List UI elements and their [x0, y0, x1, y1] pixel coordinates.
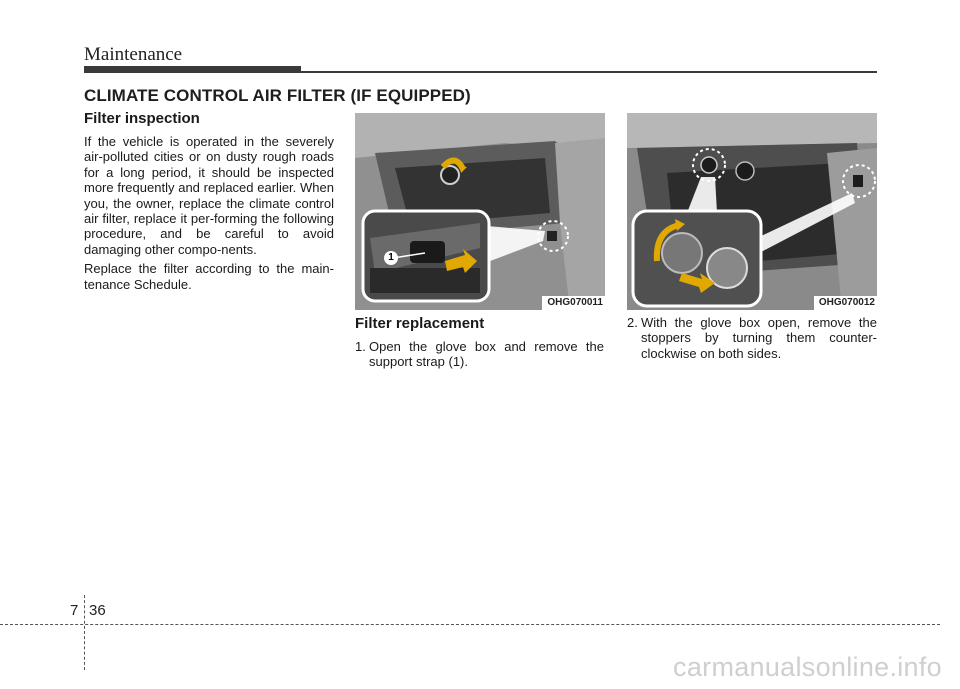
figure-stoppers-illustration [627, 113, 877, 310]
figure-support-strap [355, 113, 605, 310]
chapter-number: 7 [70, 602, 79, 619]
figure-code: OHG070011 [542, 296, 605, 310]
page-number: 36 [89, 602, 106, 619]
footer-divider [84, 595, 85, 670]
callout-marker: 1 [384, 251, 398, 265]
filter-inspection-column [84, 110, 334, 296]
watermark: carmanualsonline.info [673, 652, 942, 682]
inspection-paragraph: If the vehicle is operated in the severely air-polluted cities or on dusty rough roads for a long period, it should be inspected more frequently and replaced earlier. When you, the owner, replace the climate control air filter, replace it per-forming the following procedure, and be careful to avoid damaging other compo-nents. [84, 134, 334, 257]
step-text: Open the glove box and remove the support strap (1). [369, 339, 604, 370]
step-text: With the glove box open, remove the stoppers by turning them counter-clockwise on both sides. [641, 315, 877, 361]
header-rule-thin [301, 71, 877, 73]
section-title: CLIMATE CONTROL AIR FILTER (IF EQUIPPED) [84, 86, 471, 105]
figure-code: OHG070012 [814, 296, 877, 310]
figure-stoppers [627, 113, 877, 310]
header-rule-thick [84, 66, 301, 73]
inspection-paragraph: Replace the filter according to the main-tenance Schedule. [84, 261, 334, 292]
replacement-step-2 [627, 315, 877, 361]
footer-rule [0, 624, 940, 625]
running-header-title: Maintenance [84, 44, 183, 65]
filter-replacement-column [355, 315, 604, 370]
figure-support-strap-illustration [355, 113, 605, 310]
filter-inspection-heading: Filter inspection [84, 110, 200, 127]
replacement-step-1 [355, 339, 604, 370]
filter-replacement-step-2-column [627, 315, 877, 361]
filter-replacement-heading: Filter replacement [355, 315, 485, 332]
step-number: 2. [627, 315, 638, 330]
step-number: 1. [355, 339, 366, 354]
